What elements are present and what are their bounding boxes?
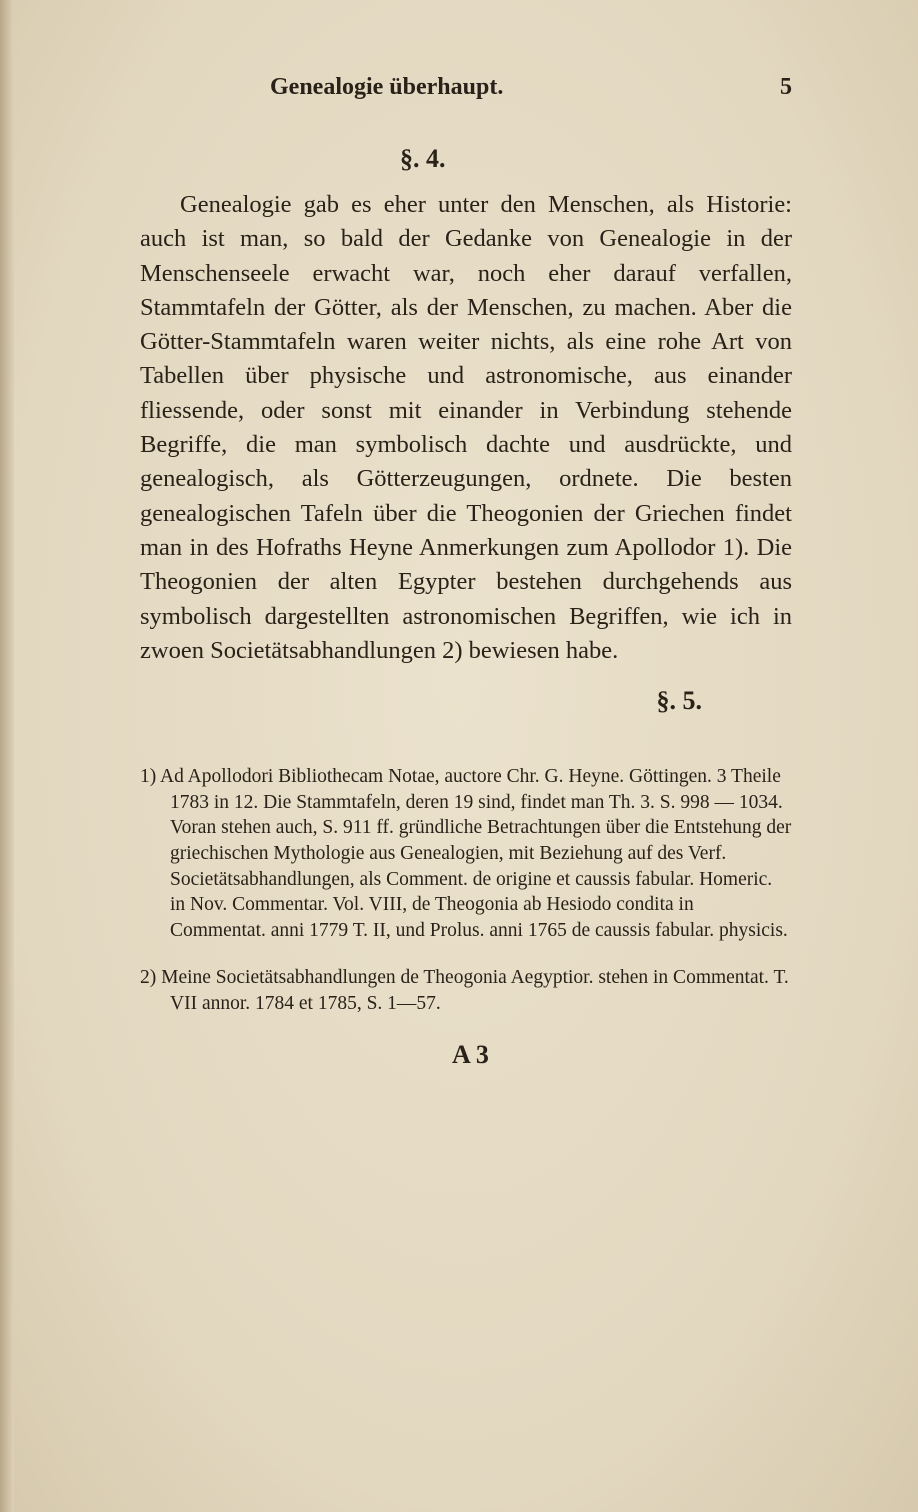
section-4-body [140,188,792,668]
footnote-2: 2) Meine Societätsabhandlungen de Theogonia Aegyptior. stehen in Commentat. T. VII annor. 1784 et 1785, S. 1—57. [140,967,789,1014]
footnote-1: 1) Ad Apollodori Bibliothecam Notae, auctore Chr. G. Heyne. Göttingen. 3 Theile 1783 in 12. Die Stammtafeln, deren 19 sind, findet man Th. 3. S. 998 — 1034. Voran stehen auch, S. 911 ff. gründliche Betrachtungen über die Entstehung der griechischen Mythologie aus Genealogien, mit Beziehung auf des Verf. Societätsabhandlungen, als Comment. de origine et caussis fabular. Homeric. in Nov. Commentar. Vol. VIII, de Theogonia ab Hesiodo condita in Commentat. anni 1779 T. II, und Prolus. anni 1765 de caussis fabular. physicis. [140,766,792,941]
signature-mark: A 3 [452,1039,489,1069]
page-number: 5 [780,74,792,100]
text-column [140,0,792,1111]
section-5-heading: §. 5. [656,686,702,716]
footnotes [140,764,792,1016]
running-header [140,72,792,102]
page-edge [0,0,14,1512]
section-4-paragraph: Genealogie gab es eher unter den Menschen, als Historie: auch ist man, so bald der Gedanke von Genealogie in der Menschenseele erwacht war, noch eher darauf verfallen, Stammtafeln der Götter, als der Menschen, zu machen. Aber die Götter-Stammtafeln waren weiter nichts, als eine rohe Art von Tabellen über physische und astronomische, aus einander fliessende, oder sonst mit einander in Verbindung stehende Begriffe, die man symbolisch dachte und ausdrückte, und genealogisch, als Götterzeugungen, ordnete. Die besten genealogischen Tafeln über die Theogonien der Griechen findet man in des Hofraths Heyne Anmerkungen zum Apollodor 1). Die Theogonien der alten Egypter bestehen durchgehends aus symbolisch dargestellten astronomischen Begriffen, wie ich in zwoen Societätsabhandlungen 2) bewiesen habe. [140,191,792,664]
running-title: Genealogie überhaupt. [270,74,504,100]
section-4-heading: §. 4. [400,144,446,173]
